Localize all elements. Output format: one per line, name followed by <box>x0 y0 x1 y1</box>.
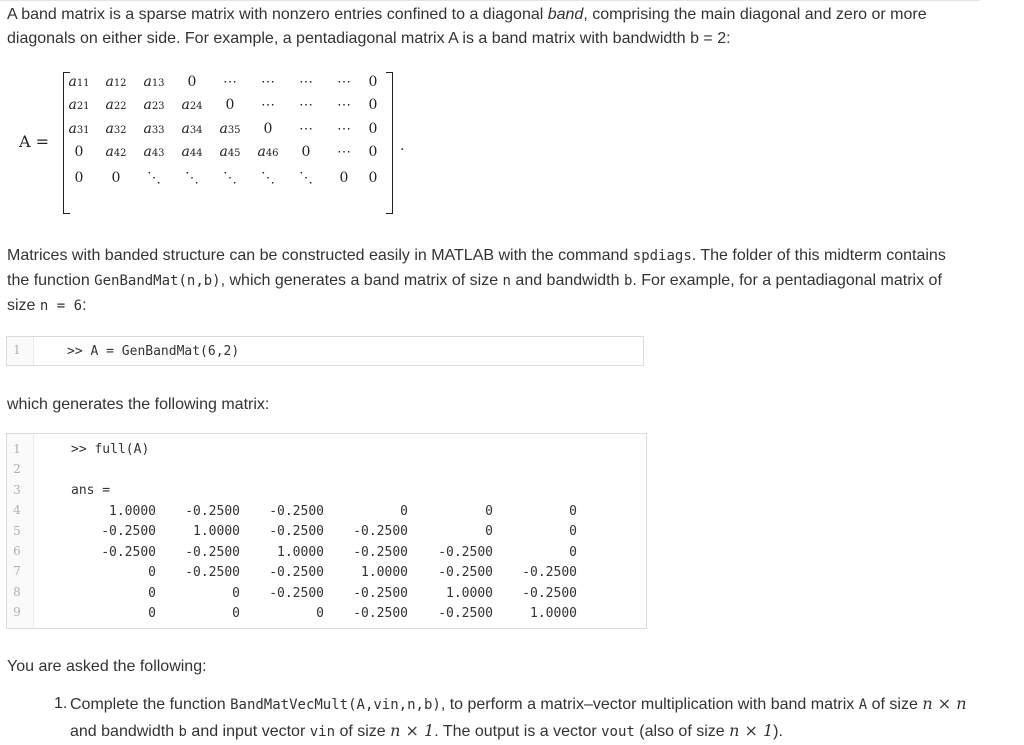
matrix-entry: a24 <box>181 97 203 113</box>
matrix-value: 0 <box>148 565 156 581</box>
matrix-value: 0 <box>569 504 577 519</box>
matrix-entry: 0 <box>368 144 378 160</box>
matrix-value: -0.2500 <box>101 544 156 560</box>
matrix-entry: ⋯ <box>337 144 351 160</box>
code-block-2 <box>6 433 647 629</box>
matrix-value: -0.2500 <box>269 565 324 581</box>
para2-line-3: size n = 6: <box>7 297 87 314</box>
matrix-entry: ⋯ <box>337 74 351 90</box>
code-line: >> A = GenBandMat(6,2) <box>67 344 240 359</box>
matrix-value: 0 <box>400 504 408 519</box>
intro-line-1: A band matrix is a sparse matrix with nonzero entries confined to a diagonal band, comprising the main diagonal and zero or more <box>7 6 927 23</box>
code-block-1 <box>6 336 644 366</box>
matrix-entry: ⋯ <box>337 121 351 137</box>
matrix-entry: 0 <box>368 74 378 90</box>
matrix-entry: a12 <box>105 74 127 90</box>
line-number: 4 <box>13 503 21 518</box>
matrix-label: A = <box>19 132 50 151</box>
line-number: 6 <box>13 544 21 558</box>
task-1-index: 1. <box>54 695 68 712</box>
para3: which generates the following matrix: <box>7 396 270 413</box>
matrix-value: -0.2500 <box>438 565 493 581</box>
matrix-entry: 0 <box>263 121 273 137</box>
matrix-entry: 0 <box>74 170 84 186</box>
matrix-value: -0.2500 <box>353 585 408 601</box>
line-number: 9 <box>13 605 21 620</box>
line-number: 7 <box>13 564 21 579</box>
matrix-value: 0 <box>316 606 324 621</box>
matrix-value: 1.0000 <box>446 585 493 601</box>
matrix-value: 0 <box>148 585 156 601</box>
para4: You are asked the following: <box>7 658 207 675</box>
matrix-entry: a43 <box>143 144 165 160</box>
matrix-value: -0.2500 <box>101 524 156 540</box>
matrix-value: 0 <box>485 504 493 519</box>
matrix-value: 0 <box>569 544 577 560</box>
matrix-value: -0.2500 <box>522 585 577 601</box>
matrix-value: 1.0000 <box>193 524 240 540</box>
matrix-value: 1.0000 <box>361 565 408 581</box>
matrix-value: -0.2500 <box>269 585 324 601</box>
line-number: 8 <box>13 584 21 599</box>
matrix-entry: a21 <box>68 97 90 113</box>
right-bracket <box>386 72 393 214</box>
matrix-value: 0 <box>485 524 493 540</box>
matrix-value: -0.2500 <box>269 524 324 540</box>
line-number: 2 <box>13 462 21 477</box>
matrix-entry: ⋯ <box>299 97 313 113</box>
matrix-entry: 0 <box>74 144 84 160</box>
matrix-entry: 0 <box>301 144 311 160</box>
matrix-value: -0.2500 <box>353 524 408 540</box>
matrix-entry: 0 <box>225 97 235 113</box>
matrix-entry: 0 <box>368 97 378 113</box>
matrix-value: -0.2500 <box>269 504 324 519</box>
matrix-value: -0.2500 <box>185 504 240 519</box>
matrix-value: 0 <box>148 606 156 621</box>
matrix-entry: 0 <box>111 170 121 186</box>
matrix-entry: ⋯ <box>299 121 313 137</box>
matrix-value: -0.2500 <box>185 544 240 560</box>
matrix-value: -0.2500 <box>522 565 577 581</box>
left-bracket <box>63 72 70 214</box>
line-number: 5 <box>13 523 21 538</box>
matrix-entry: a35 <box>219 121 241 137</box>
para2-line-2: the function GenBandMat(n,b), which generates a band matrix of size n and bandwidth b. For example, for a pentadiagonal matrix of <box>7 272 942 289</box>
line-number: 3 <box>13 482 21 497</box>
matrix-value: 0 <box>232 606 240 621</box>
matrix-entry: ⋯ <box>299 74 313 90</box>
matrix-entry: ⋯ <box>223 74 237 90</box>
matrix-entry: a31 <box>68 121 90 137</box>
matrix-entry: a13 <box>143 74 165 90</box>
matrix-entry: a44 <box>181 144 203 160</box>
matrix-entry: a32 <box>105 121 127 137</box>
matrix-entry: ⋱ <box>185 170 199 186</box>
matrix-entry: a11 <box>68 74 90 90</box>
matrix-body <box>0 70 420 220</box>
matrix-entry: a46 <box>257 144 279 160</box>
matrix-value: -0.2500 <box>353 544 408 560</box>
line-number: 1 <box>13 442 21 456</box>
matrix-value: 0 <box>232 585 240 601</box>
matrix-entry: a22 <box>105 97 127 113</box>
matrix-entry: a45 <box>219 144 241 160</box>
matrix-entry: a42 <box>105 144 127 160</box>
task-1-body: Complete the function BandMatVecMult(A,vin,n,b), to perform a matrix–vector multiplication with band matrix A of size n × n and bandwidth b and input vector vin of size n × 1. The output is a vector vout (also of size n × 1). <box>70 694 967 740</box>
matrix-value: -0.2500 <box>353 606 408 621</box>
matrix-entry: ⋯ <box>337 97 351 113</box>
matrix-value: 1.0000 <box>109 504 156 519</box>
matrix-entry: a23 <box>143 97 165 113</box>
matrix-entry: ⋱ <box>147 170 161 186</box>
matrix-entry: 0 <box>368 170 378 186</box>
matrix-value: -0.2500 <box>438 544 493 560</box>
task-list <box>54 691 1014 745</box>
matrix-value: -0.2500 <box>438 606 493 621</box>
matrix-entry: ⋱ <box>261 170 275 186</box>
para2-line-1: Matrices with banded structure can be constructed easily in MATLAB with the command spdiags. The folder of this midterm contains <box>7 247 946 264</box>
matrix-entry: 0 <box>368 121 378 137</box>
line-number: 1 <box>13 343 21 357</box>
intro-line-2: diagonals on either side. For example, a pentadiagonal matrix A is a band matrix with bandwidth b = 2: <box>7 30 731 47</box>
matrix-entry: 0 <box>339 170 349 186</box>
matrix-value: 1.0000 <box>530 606 577 621</box>
code-line-1: >> full(A) <box>71 442 150 457</box>
matrix-entry: ⋱ <box>299 170 313 186</box>
top-divider <box>0 0 980 1</box>
matrix-entry: a34 <box>181 121 203 137</box>
matrix-entry: 0 <box>187 74 197 90</box>
matrix-value: 1.0000 <box>277 544 324 560</box>
matrix-entry: ⋯ <box>261 74 275 90</box>
matrix-value: -0.2500 <box>185 565 240 581</box>
matrix-entry: ⋱ <box>223 170 237 186</box>
matrix-entry: ⋯ <box>261 97 275 113</box>
matrix-entry: a33 <box>143 121 165 137</box>
matrix-value: 0 <box>569 524 577 540</box>
code-line-3: ans = <box>71 483 111 498</box>
matrix-period: . <box>400 138 405 154</box>
